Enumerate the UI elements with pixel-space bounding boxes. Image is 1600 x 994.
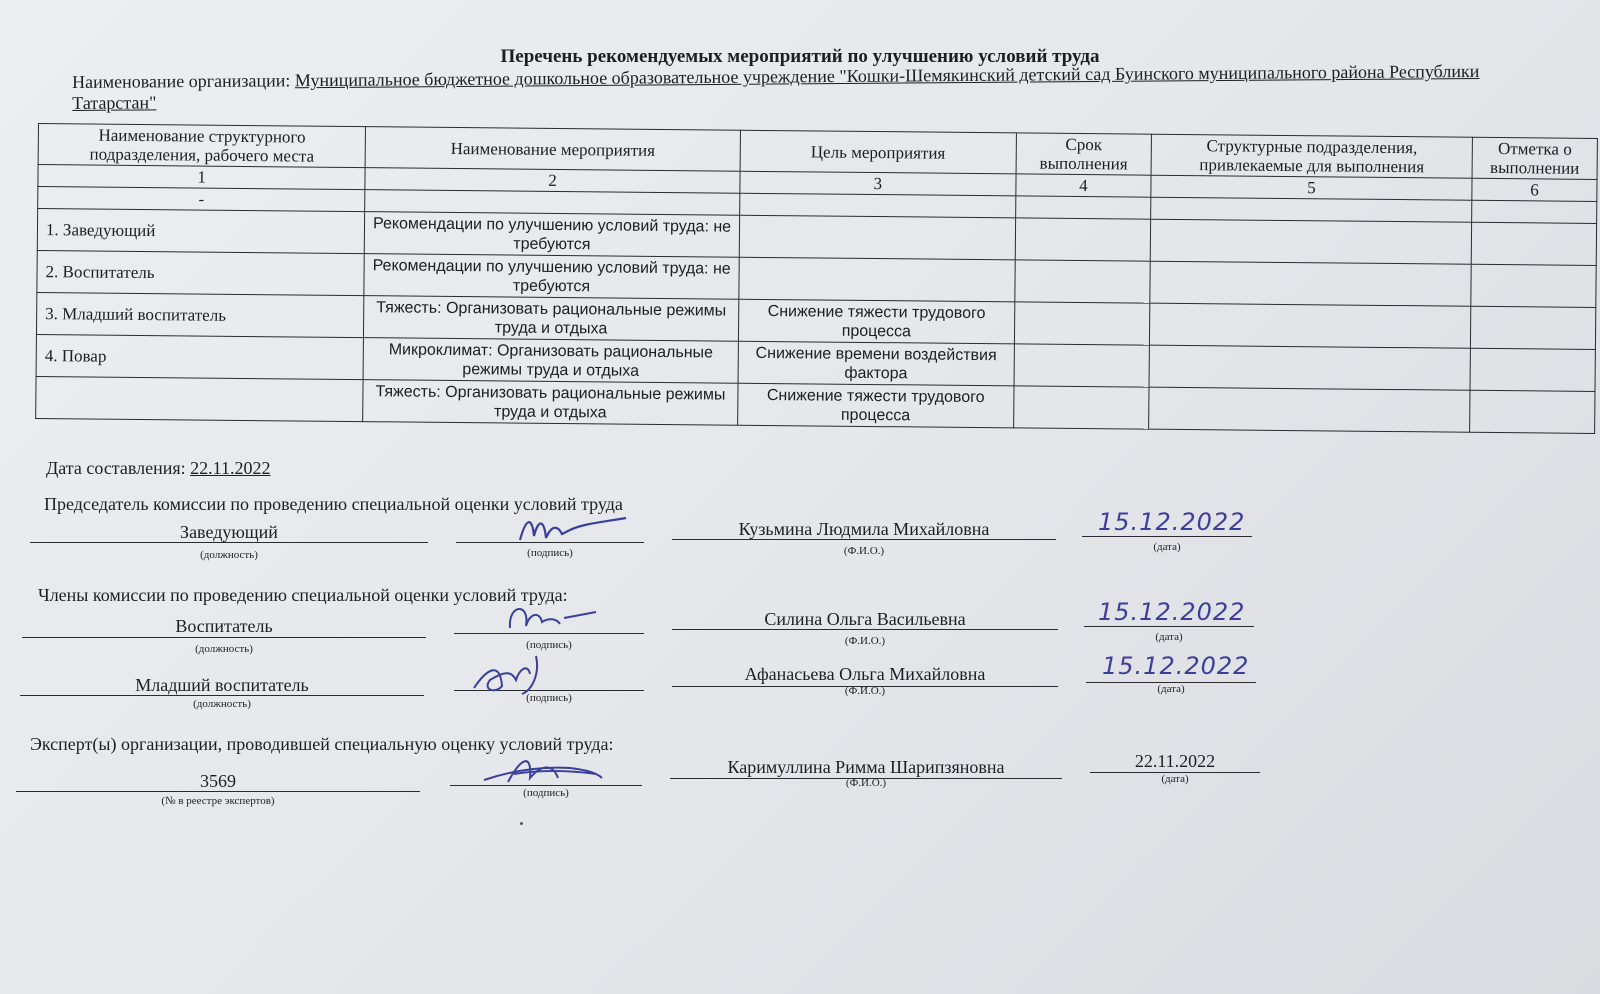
measure-cell: Рекомендации по улучшению условий труда: не требуются <box>365 212 740 258</box>
member-name: Афанасьева Ольга Михайловна <box>744 664 986 684</box>
member-position: Младший воспитатель <box>135 675 309 695</box>
header-cell: Наименование структурного подразделения, рабочего места <box>38 124 366 168</box>
goal-cell <box>739 215 1016 260</box>
chair-date: 15.12.2022 <box>1098 508 1246 536</box>
paper-speck <box>520 822 523 825</box>
measures-table <box>35 123 1598 434</box>
workplace-cell: 2. Воспитатель <box>37 250 365 295</box>
measure-cell: Тяжесть: Организовать рациональные режимы труда и отдыха <box>364 296 739 342</box>
document-title: Перечень рекомендуемых мероприятий по улучшению условий труда <box>500 46 1100 67</box>
measure-cell: Рекомендации по улучшению условий труда: не требуются <box>364 254 739 300</box>
header-cell: Структурные подразделения, привлекаемые для выполнения <box>1151 134 1473 178</box>
chair-heading: Председатель комиссии по проведению специальной оценки условий труда <box>44 494 623 514</box>
workplace-cell: 1. Заведующий <box>37 209 365 254</box>
measure-cell: Микроклимат: Организовать рациональные режимы труда и отдыха <box>363 338 738 384</box>
date-caption: (дата) <box>1157 683 1185 695</box>
member-signature <box>466 650 576 698</box>
organization-line <box>72 60 1562 114</box>
compilation-date-label: Дата составления: <box>46 458 186 478</box>
header-cell: Цель мероприятия <box>740 130 1017 174</box>
signature-caption: (подпись) <box>526 692 572 704</box>
signature-caption: (подпись) <box>523 787 569 799</box>
organization-label: Наименование организации: <box>72 70 291 92</box>
measure-cell: Тяжесть: Организовать рациональные режимы труда и отдыха <box>363 380 738 426</box>
date-caption: (дата) <box>1161 773 1189 785</box>
member-name: Силина Ольга Васильевна <box>764 609 966 629</box>
position-caption: (должность) <box>193 698 251 710</box>
member-position: Воспитатель <box>175 616 273 636</box>
column-number: 4 <box>1016 174 1151 197</box>
signature-caption: (подпись) <box>526 639 572 651</box>
fio-caption: (Ф.И.О.) <box>845 777 887 789</box>
compilation-date <box>46 458 271 479</box>
registry-caption: (№ в реестре экспертов) <box>161 795 275 807</box>
member-date-line <box>1084 626 1254 627</box>
dash-cell: - <box>38 187 366 212</box>
fio-caption: (Ф.И.О.) <box>844 685 886 697</box>
header-cell: Срок выполнения <box>1016 133 1151 175</box>
chair-date-line <box>1082 536 1252 537</box>
column-number: 2 <box>365 168 740 194</box>
column-number: 1 <box>38 165 366 190</box>
member-date: 15.12.2022 <box>1102 652 1250 680</box>
date-caption: (дата) <box>1153 541 1181 553</box>
workplace-cell: 3. Младший воспитатель <box>36 292 364 337</box>
fio-caption: (Ф.И.О.) <box>843 545 885 557</box>
column-number: 6 <box>1472 178 1597 201</box>
header-cell: Отметка о выполнении <box>1472 137 1597 179</box>
expert-signature <box>478 748 608 790</box>
goal-cell: Снижение тяжести трудового процесса <box>738 299 1015 344</box>
workplace-cell <box>36 376 364 421</box>
member-date: 15.12.2022 <box>1098 598 1246 626</box>
signature-caption: (подпись) <box>527 547 573 559</box>
expert-registry-number: 3569 <box>200 771 236 791</box>
chair-position: Заведующий <box>180 522 278 542</box>
chair-name: Кузьмина Людмила Михайловна <box>738 519 990 539</box>
members-heading: Члены комиссии по проведению специальной оценки условий труда: <box>38 585 568 605</box>
expert-heading: Эксперт(ы) организации, проводившей специальную оценку условий труда: <box>30 734 614 754</box>
compilation-date-value: 22.11.2022 <box>190 458 271 478</box>
position-caption: (должность) <box>200 549 258 561</box>
member-signature <box>500 598 610 638</box>
date-caption: (дата) <box>1155 631 1183 643</box>
goal-cell <box>739 257 1016 302</box>
expert-name: Каримуллина Римма Шарипзяновна <box>727 757 1005 777</box>
goal-cell: Снижение тяжести трудового процесса <box>737 383 1014 428</box>
expert-date: 22.11.2022 <box>1134 751 1216 771</box>
column-number: 3 <box>740 171 1016 196</box>
header-cell: Наименование мероприятия <box>365 127 740 172</box>
position-caption: (должность) <box>195 643 253 655</box>
workplace-cell: 4. Повар <box>36 334 364 379</box>
member-position-line <box>22 637 426 638</box>
fio-caption: (Ф.И.О.) <box>844 635 886 647</box>
column-number: 5 <box>1151 175 1472 200</box>
chair-signature <box>512 508 632 548</box>
goal-cell: Снижение времени воздействия фактора <box>738 341 1015 386</box>
organization-value: Муниципальное бюджетное дошкольное образовательное учреждение "Кошки-Шемякинский детский сад Буинского муниципального района Республики Татарстан" <box>72 60 1480 113</box>
